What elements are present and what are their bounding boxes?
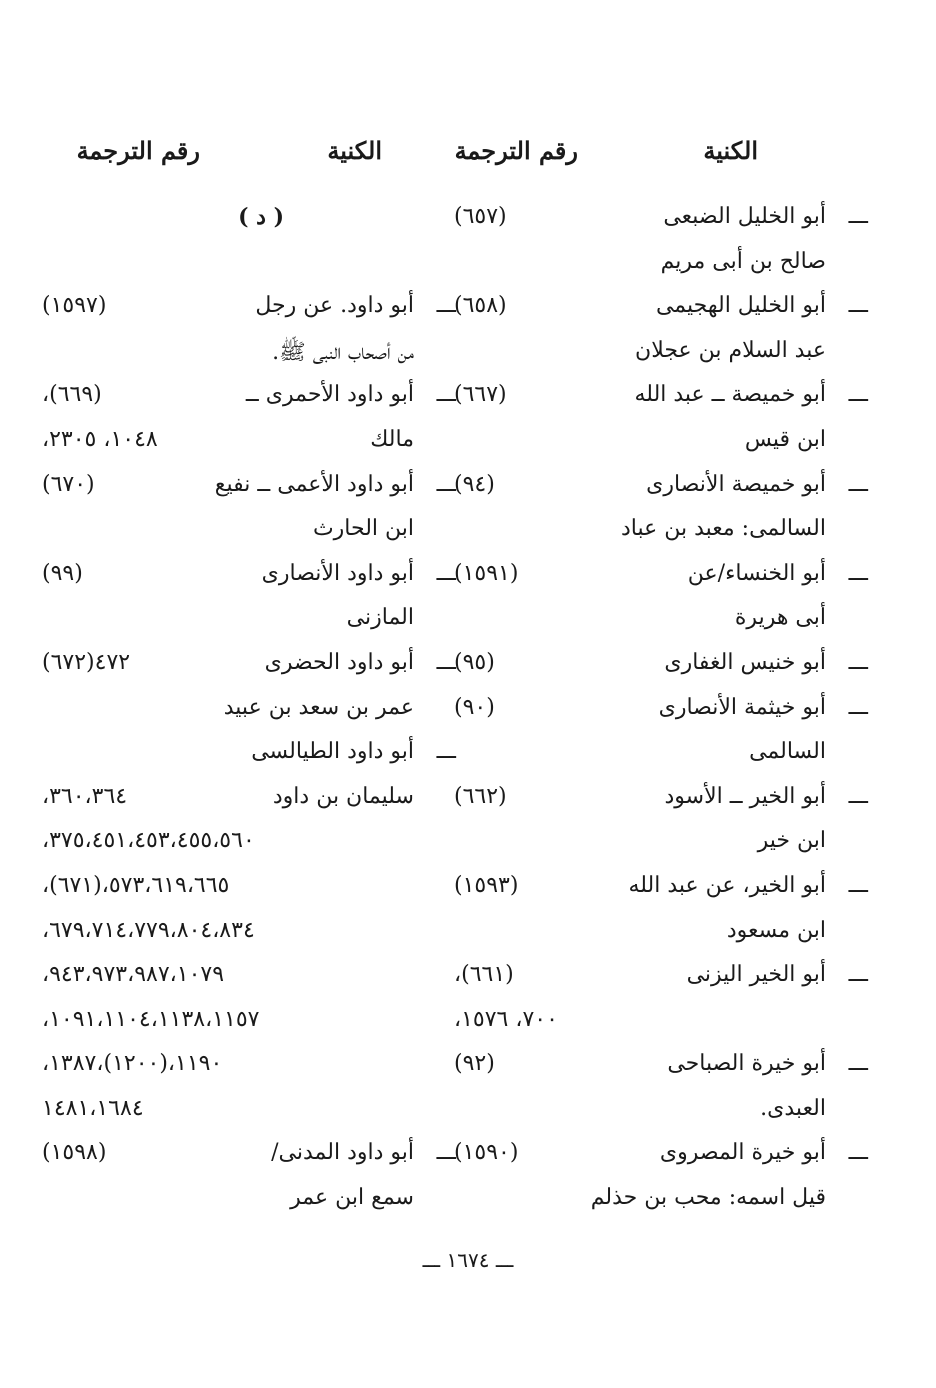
entry-kunya: قيل اسمه: محب بن حذلم: [590, 1185, 826, 1211]
entry-row: [446, 867, 868, 912]
entry-number: (٩٩): [42, 560, 83, 586]
entry-kunya: أبو داود الحضرى: [264, 649, 414, 675]
entry-kunya: أبو خيثمة الأنصارى: [658, 694, 826, 720]
entry-row: [34, 599, 414, 644]
entry-kunya: ابن مسعود: [726, 917, 826, 943]
entry-dash: ـــ: [436, 1140, 456, 1166]
entry-row: [34, 198, 414, 243]
entry-kunya: السالمى: معبد بن عباد: [620, 516, 826, 542]
entry-row: [34, 867, 414, 912]
entry-row: [446, 555, 868, 600]
entry-number: (٦٥٧): [454, 204, 507, 229]
entry-row: [446, 1001, 826, 1046]
header-left-number: رقم الترجمة: [76, 136, 200, 165]
entry-row: [34, 1090, 414, 1135]
entry-kunya: أبو داود الأنصارى: [261, 560, 414, 586]
entry-row: [446, 1134, 868, 1179]
entry-row: [446, 376, 868, 421]
entry-dash: ـــ: [848, 204, 868, 229]
entry-kunya: أبو الخنساء/عن: [687, 560, 826, 586]
entry-number: ١٠٩١،١١٠٤،١١٣٨،١١٥٧،: [42, 1006, 260, 1032]
header-right-number: رقم الترجمة: [454, 136, 578, 165]
entry-row: [446, 1045, 868, 1090]
entry-row: [34, 555, 456, 600]
entry-kunya: أبو داود الأحمرى ــ: [245, 382, 414, 408]
entry-number: (٦٦٧): [454, 382, 507, 408]
entry-kunya: عمر بن سعد بن عبيد: [223, 694, 414, 720]
entry-dash: ـــ: [848, 872, 868, 898]
entry-row: [34, 510, 414, 555]
entry-number: ٥٧٣،٦١٩،٦٦٥،(٦٧١)،: [42, 872, 230, 898]
entry-number: (٩٥): [454, 649, 495, 675]
entry-dash: ـــ: [848, 382, 868, 408]
entry-kunya: أبو خيرة المصروى: [659, 1140, 826, 1166]
entry-kunya: أبو خميصة ــ عبد الله: [634, 382, 826, 408]
entry-row: [446, 287, 868, 332]
entry-number: (١٥٩٧): [42, 293, 107, 319]
entry-row: [34, 1001, 414, 1046]
entry-kunya: ابن قيس: [744, 426, 826, 452]
entry-row: [446, 243, 826, 288]
entry-row: [34, 421, 414, 466]
entry-number: ٣٦٠،٣٦٤،: [42, 783, 128, 809]
entry-row: [34, 243, 414, 288]
entry-number: (١٥٩٨): [42, 1140, 107, 1166]
entry-row: [34, 466, 456, 511]
entry-row: [446, 1179, 826, 1224]
entry-row: [34, 822, 414, 867]
entry-kunya: أبو داود المدنى/: [271, 1140, 414, 1166]
entry-number: ١٤٨١،١٦٨٤: [42, 1095, 144, 1121]
entry-row: [446, 1090, 826, 1135]
entry-number: ١١٩٠،(١٢٠٠)،١٣٨٧،: [42, 1051, 223, 1077]
header-right-name: الكنية: [703, 136, 758, 165]
entry-dash: ـــ: [848, 1140, 868, 1166]
entry-number: ٧٠٠، ١٥٧٦،: [454, 1006, 558, 1032]
entry-row: [34, 733, 456, 778]
entry-number: (٩٤): [454, 471, 495, 497]
entry-dash: ـــ: [436, 560, 456, 586]
entry-dash: ـــ: [848, 293, 868, 319]
entry-number: (٦٦١)،: [454, 962, 514, 988]
left-column: [34, 198, 456, 1224]
page-number: ـــ ١٦٧٤ ـــ: [422, 1248, 514, 1272]
entry-row: [446, 466, 868, 511]
entry-row: [34, 644, 456, 689]
entry-row: [34, 1134, 456, 1179]
entry-row: [34, 287, 456, 332]
section-letter: ( د ): [238, 204, 284, 230]
entry-kunya: أبو داود. عن رجل: [255, 293, 414, 319]
entry-kunya: ابن الحارث: [312, 516, 414, 542]
entry-number: ٤٧٢(٦٧٢): [42, 649, 131, 675]
entry-kunya: من أصحاب النبى ﷺ.: [272, 339, 414, 365]
entry-row: [34, 1179, 414, 1224]
entry-kunya: أبو خميصة الأنصارى: [646, 471, 826, 497]
entry-kunya: ابن خير: [757, 828, 826, 854]
entry-row: [446, 198, 868, 243]
entry-row: [34, 1045, 414, 1090]
entry-number: ٣٧٥،٤٥١،٤٥٣،٤٥٥،٥٦٠،: [42, 828, 255, 854]
entry-dash: ـــ: [848, 1051, 868, 1077]
entry-row: [446, 822, 826, 867]
entry-kunya: أبو الخير ــ الأسود: [664, 783, 826, 809]
entry-row: [34, 912, 414, 957]
entry-row: [446, 689, 868, 734]
entry-number: (١٥٩١): [454, 560, 519, 586]
entry-row: [34, 689, 414, 734]
entry-number: (١٥٩٣): [454, 872, 519, 898]
entry-dash: ـــ: [848, 962, 868, 988]
entry-dash: ـــ: [436, 739, 456, 765]
entry-row: [446, 599, 826, 644]
entry-number: ١٠٤٨، ٢٣٠٥،: [42, 426, 158, 452]
entry-kunya: سليمان بن داود: [272, 783, 414, 809]
entry-kunya: أبو الخير اليزنى: [686, 962, 826, 988]
entry-dash: ـــ: [436, 293, 456, 319]
entry-kunya: عبد السلام بن عجلان: [635, 337, 826, 363]
entry-row: [446, 956, 868, 1001]
entry-dash: ـــ: [848, 471, 868, 497]
entry-kunya: السالمى: [749, 739, 826, 765]
entry-dash: ـــ: [436, 471, 456, 497]
entry-number: (١٥٩٠): [454, 1140, 519, 1166]
entry-number: (٩٢): [454, 1051, 495, 1077]
entry-dash: ـــ: [848, 783, 868, 809]
entry-number: (٦٥٨): [454, 293, 507, 319]
entry-kunya: أبو الخير، عن عبد الله: [628, 872, 826, 898]
entry-number: (٩٠): [454, 694, 495, 720]
entry-row: [34, 332, 414, 377]
entry-row: [446, 421, 826, 466]
entry-kunya: أبو خيرة الصباحى: [667, 1051, 826, 1077]
entry-dash: ـــ: [848, 694, 868, 720]
entry-row: [34, 956, 414, 1001]
right-column: [446, 198, 868, 1224]
entry-row: [446, 644, 868, 689]
entry-kunya: أبو داود الطيالسى: [251, 739, 414, 765]
entry-dash: ـــ: [436, 382, 456, 408]
entry-number: (٦٧٠): [42, 471, 95, 497]
entry-kunya: أبو داود الأعمى ــ نفيع: [214, 471, 414, 497]
entry-row: [446, 332, 826, 377]
entry-dash: ـــ: [848, 560, 868, 586]
entry-row: [446, 510, 826, 555]
entry-kunya: أبو الخليل الضبعى: [663, 204, 826, 229]
entry-kunya: مالك: [370, 426, 414, 452]
entry-row: [446, 778, 868, 823]
entry-row: [446, 733, 826, 778]
header-left-name: الكنية: [327, 136, 382, 165]
entry-kunya: العبدى.: [760, 1095, 826, 1121]
entry-row: [34, 376, 456, 421]
entry-kunya: المازنى: [346, 605, 414, 631]
entry-number: ٩٤٣،٩٧٣،٩٨٧،١٠٧٩،: [42, 962, 225, 988]
entry-kunya: أبو الخليل الهجيمى: [655, 293, 826, 319]
entry-number: (٦٦٩)،: [42, 382, 102, 408]
entry-kunya: صالح بن أبى مريم: [660, 248, 826, 274]
entry-dash: ـــ: [436, 649, 456, 675]
entry-kunya: أبو خنيس الغفارى: [664, 649, 826, 675]
entry-dash: ـــ: [848, 649, 868, 675]
entry-row: [34, 778, 414, 823]
entry-kunya: أبى هريرة: [734, 605, 826, 631]
entry-row: [446, 912, 826, 957]
entry-number: ٦٧٩،٧١٤،٧٧٩،٨٠٤،٨٣٤،: [42, 917, 255, 943]
entry-number: (٦٦٢): [454, 783, 507, 809]
entry-kunya: سمع ابن عمر: [290, 1185, 414, 1211]
